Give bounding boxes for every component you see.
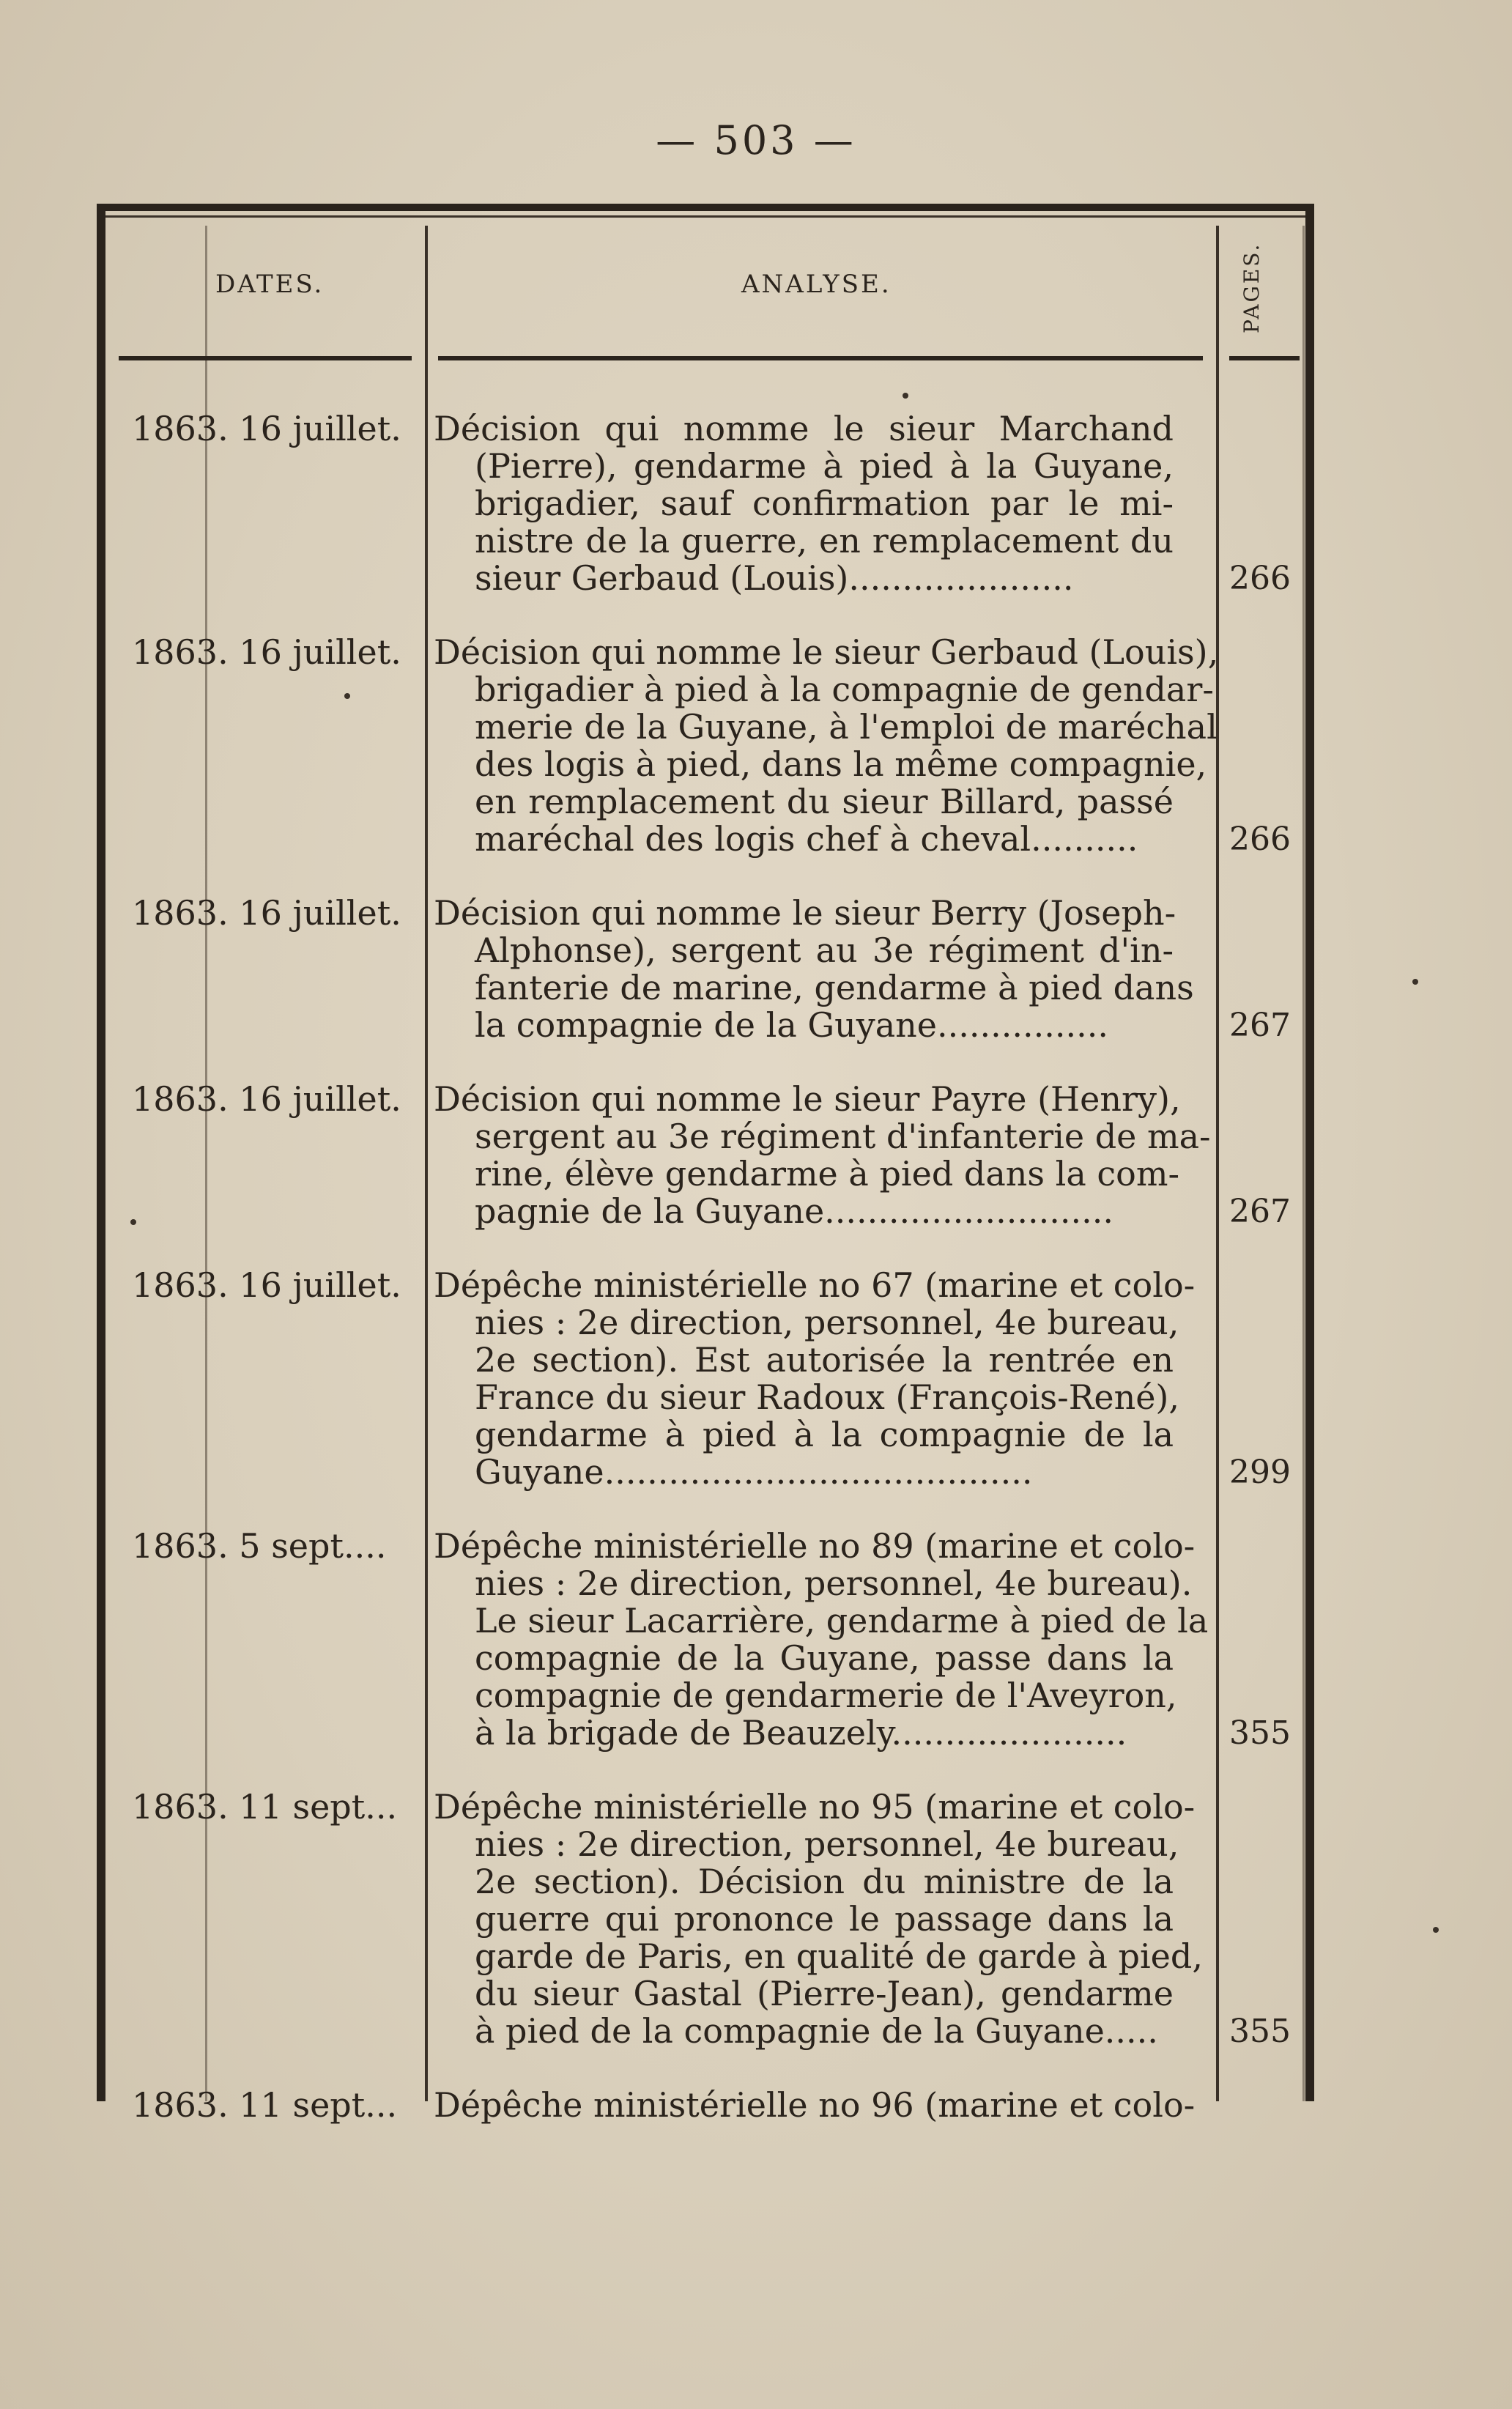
header-analyse: ANALYSE.	[741, 270, 892, 299]
analyse-line: nistre de la guerre, en remplacement du	[475, 521, 1174, 560]
analyse-line: fanterie de marine, gendarme à pied dans	[475, 968, 1194, 1007]
analyse-line: Décision qui nomme le sieur Payre (Henry),	[434, 1079, 1181, 1119]
analyse-line: Décision qui nomme le sieur Gerbaud (Louis),	[434, 632, 1219, 672]
table-row	[97, 634, 1314, 858]
analyse-line: à la brigade de Beauzely......................	[475, 1713, 1127, 1753]
entry-analyse	[434, 1079, 1211, 1231]
analyse-line: Dépêche ministérielle no 89 (marine et colo-	[434, 1526, 1196, 1566]
entry-page-reference: 266	[1229, 821, 1291, 858]
analyse-line: compagnie de la Guyane, passe dans la	[475, 1638, 1174, 1678]
table-row	[97, 895, 1314, 1044]
analyse-line: Dépêche ministérielle no 67 (marine et colo-	[434, 1265, 1196, 1305]
ink-speck	[1412, 979, 1418, 985]
entry-page-reference: 355	[1229, 2013, 1291, 2050]
table-row	[97, 2087, 1314, 2124]
analyse-line: brigadier à pied à la compagnie de gendar-	[475, 670, 1214, 709]
table-top-rule	[97, 204, 1314, 211]
entry-date: 1863. 16 juillet.	[132, 1079, 401, 1119]
entry-analyse	[434, 2085, 1196, 2125]
entry-page-reference: 355	[1229, 1714, 1291, 1752]
analyse-line: maréchal des logis chef à cheval..........	[475, 819, 1138, 859]
analyse-line: Décision qui nomme le sieur Berry (Joseph-	[434, 893, 1176, 933]
table-row	[97, 1788, 1314, 2050]
entry-analyse	[434, 1526, 1209, 1753]
analyse-line: nies : 2e direction, personnel, 4e bureau).	[475, 1564, 1193, 1603]
analyse-line: 2e section). Est autorisée la rentrée en	[475, 1340, 1174, 1380]
analyse-line: merie de la Guyane, à l'emploi de maréchal	[475, 707, 1218, 747]
analyse-line: Décision qui nomme le sieur Marchand	[434, 409, 1174, 448]
entry-analyse	[434, 410, 1174, 597]
analyse-line: sieur Gerbaud (Louis).....................	[475, 558, 1074, 598]
header-rule-analyse	[438, 356, 1203, 360]
entry-date: 1863. 11 sept...	[132, 1787, 398, 1827]
analyse-line: pagnie de la Guyane...........................	[475, 1191, 1113, 1231]
entry-page-reference: 267	[1229, 1193, 1291, 1230]
analyse-line: compagnie de gendarmerie de l'Aveyron,	[475, 1676, 1177, 1715]
analyse-line: des logis à pied, dans la même compagnie,	[475, 744, 1207, 784]
entry-analyse	[434, 1265, 1196, 1492]
table-top-thin-rule	[97, 215, 1314, 218]
analyse-line: en remplacement du sieur Billard, passé	[475, 782, 1174, 821]
analyse-line: Guyane........................................	[475, 1452, 1033, 1492]
analyse-line: du sieur Gastal (Pierre-Jean), gendarme	[475, 1974, 1174, 2013]
header-rule-dates	[119, 356, 412, 360]
page-number: — 503 —	[656, 117, 856, 163]
analyse-line: 2e section). Décision du ministre de la	[475, 1862, 1174, 1901]
table-row	[97, 1267, 1314, 1491]
ink-speck	[130, 1219, 136, 1225]
table-row	[97, 410, 1314, 597]
ink-speck	[903, 393, 908, 399]
analyse-line: nies : 2e direction, personnel, 4e bureau,	[475, 1303, 1179, 1342]
analyse-line: nies : 2e direction, personnel, 4e bureau,	[475, 1824, 1179, 1864]
ink-speck	[344, 693, 350, 699]
analyse-line: brigadier, sauf confirmation par le mi-	[475, 484, 1174, 523]
entry-date: 1863. 16 juillet.	[132, 409, 401, 448]
analyse-line: (Pierre), gendarme à pied à la Guyane,	[475, 446, 1174, 486]
analyse-line: garde de Paris, en qualité de garde à pied,	[475, 1936, 1203, 1976]
analyse-line: gendarme à pied à la compagnie de la	[475, 1415, 1174, 1454]
header-rule-pages	[1229, 356, 1300, 360]
analyse-line: Alphonse), sergent au 3e régiment d'in-	[475, 930, 1174, 970]
entry-date: 1863. 16 juillet.	[132, 893, 401, 933]
analyse-line: guerre qui prononce le passage dans la	[475, 1899, 1174, 1939]
entries-list	[97, 410, 1314, 2161]
entry-date: 1863. 11 sept...	[132, 2085, 398, 2125]
analyse-line: France du sieur Radoux (François-René),	[475, 1377, 1179, 1417]
analyse-line: la compagnie de la Guyane................	[475, 1005, 1108, 1045]
entry-page-reference: 267	[1229, 1007, 1291, 1044]
entry-analyse	[434, 1787, 1203, 2051]
entry-analyse	[434, 632, 1219, 859]
analyse-line: Dépêche ministérielle no 96 (marine et colo-	[434, 2085, 1196, 2125]
entry-date: 1863. 16 juillet.	[132, 1265, 401, 1305]
analyse-line: Le sieur Lacarrière, gendarme à pied de la	[475, 1601, 1209, 1640]
table-row	[97, 1528, 1314, 1752]
entry-date: 1863. 5 sept....	[132, 1526, 387, 1566]
analyse-line: à pied de la compagnie de la Guyane.....	[475, 2011, 1158, 2051]
table-row	[97, 1081, 1314, 1230]
entry-page-reference: 266	[1229, 560, 1291, 597]
entry-page-reference: 299	[1229, 1454, 1291, 1491]
entry-date: 1863. 16 juillet.	[132, 632, 401, 672]
header-pages: PAGES.	[1239, 242, 1264, 334]
analyse-line: sergent au 3e régiment d'infanterie de ma-	[475, 1117, 1211, 1156]
ink-speck	[1433, 1927, 1439, 1933]
analyse-line: rine, élève gendarme à pied dans la com-	[475, 1154, 1180, 1194]
analyse-line: Dépêche ministérielle no 95 (marine et colo-	[434, 1787, 1196, 1827]
entry-analyse	[434, 893, 1194, 1045]
header-dates: DATES.	[215, 270, 325, 299]
